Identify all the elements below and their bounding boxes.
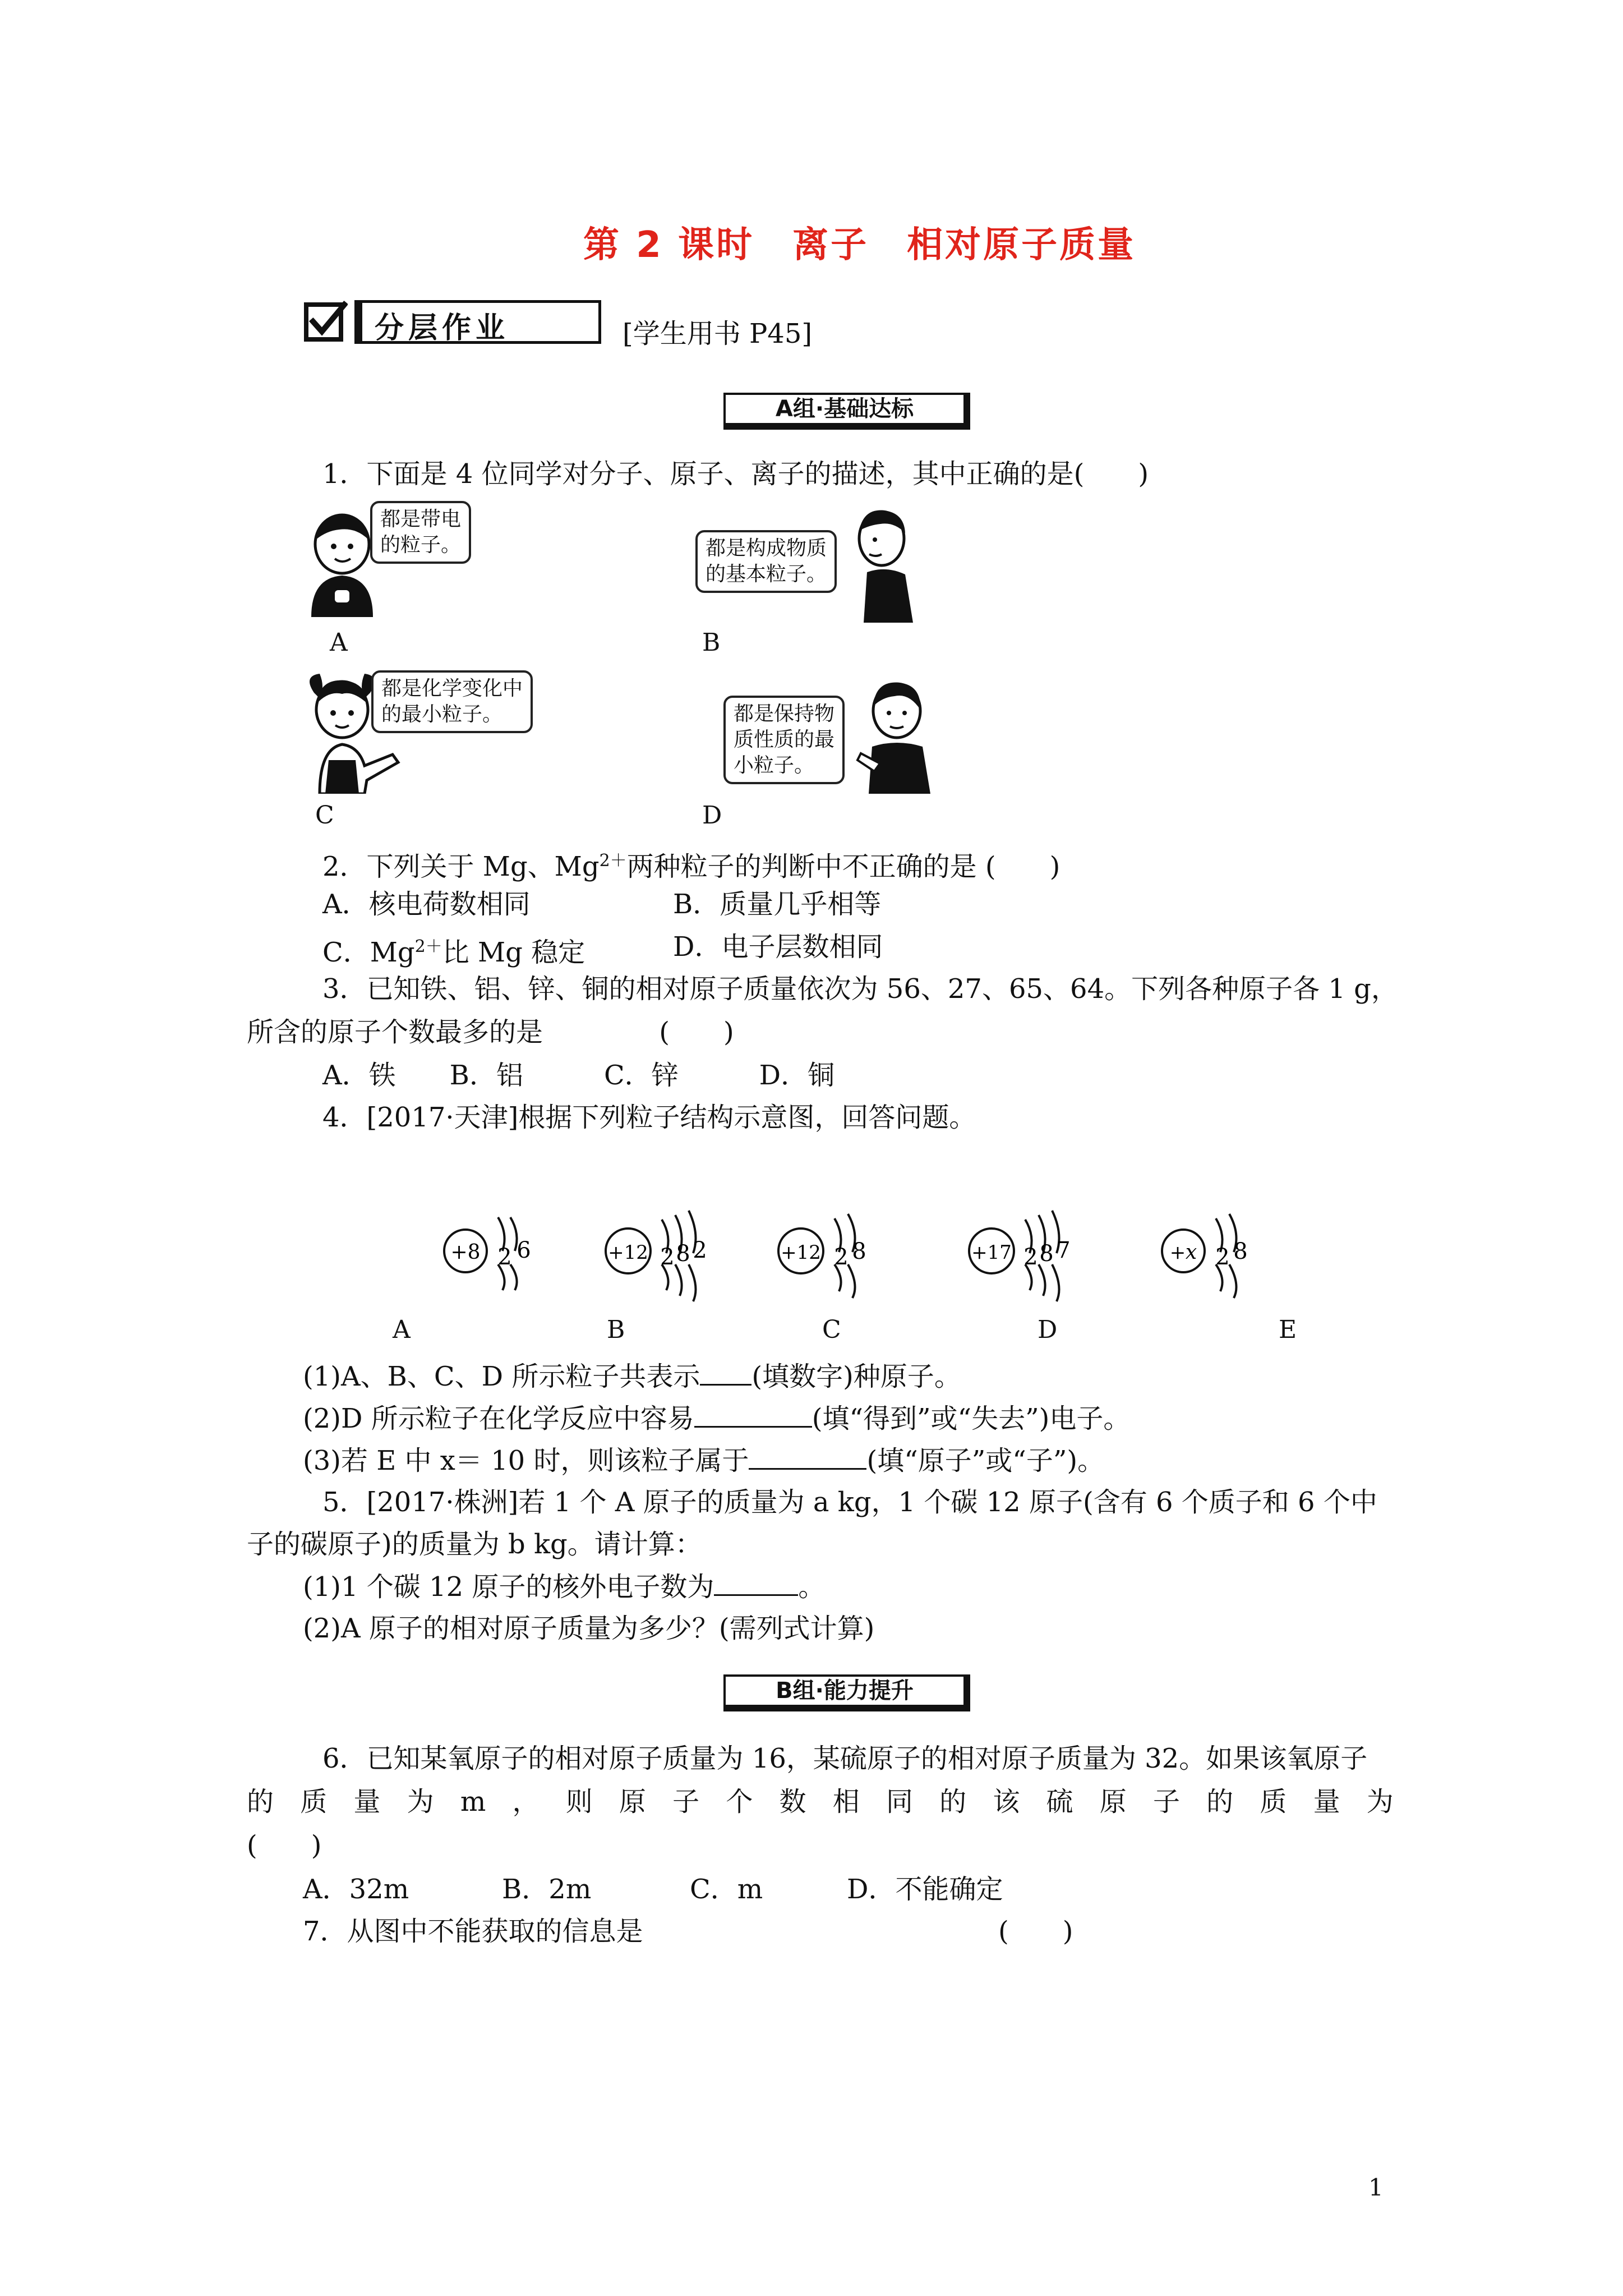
q6-word: 相 [832, 1786, 860, 1818]
q2-option-b: B．质量几乎相等 [673, 889, 882, 920]
bubble-line: 都是化学变化中 [381, 677, 523, 700]
q6-line2 [247, 1785, 1394, 1819]
q6-word: m [460, 1786, 486, 1818]
book-reference: [学生用书 P45] [623, 318, 813, 349]
diagram-label-e: E [1279, 1315, 1297, 1344]
shell-d-1: 2 [1023, 1244, 1038, 1270]
q4-sub2-pre: (2)D 所示粒子在化学反应中容易 [303, 1403, 694, 1434]
bubble-line: 小粒子。 [734, 754, 815, 777]
q4-sub2 [303, 1401, 1130, 1435]
q2-superscript: 2＋ [599, 851, 627, 871]
structure-diagram-d [969, 1211, 1071, 1301]
group-a-label: A组·基础达标 [775, 396, 914, 422]
q6-word: 原 [619, 1786, 646, 1818]
bubble-line: 都是构成物质 [706, 537, 827, 560]
diagram-label-c: C [822, 1315, 841, 1344]
q6-word: 的 [939, 1786, 967, 1818]
shell-a-2: 6 [517, 1237, 531, 1263]
page-number: 1 [1368, 2174, 1384, 2201]
bubble-line: 都是保持物 [734, 702, 835, 725]
shell-b-3: 2 [693, 1237, 707, 1263]
q1-bubble-b [695, 530, 837, 593]
q5-sub1-pre: (1)1 个碳 12 原子的核外电子数为 [303, 1571, 714, 1603]
q5-line2: 子的碳原子)的质量为 b kg。请计算： [247, 1529, 702, 1560]
structure-diagram-c [778, 1214, 866, 1298]
q6-word: 量 [353, 1786, 381, 1818]
student-boy-d-icon [855, 676, 945, 794]
q2-option-c-superscript: 2＋ [414, 937, 442, 956]
q2-option-a: A．核电荷数相同 [322, 889, 531, 920]
shell-a-1: 2 [497, 1244, 512, 1270]
nucleus-charge-c: +12 [781, 1241, 821, 1264]
shell-b-1: 2 [660, 1244, 675, 1270]
q6-word: ， [512, 1786, 540, 1818]
bubble-line: 质性质的最 [734, 728, 835, 751]
q2-stem-pre: 2．下列关于 Mg、Mg [322, 851, 600, 882]
q2-stem [322, 844, 1060, 884]
shell-e-2: 8 [1233, 1239, 1248, 1264]
diagram-label-b: B [607, 1315, 625, 1344]
structure-diagram-a [444, 1217, 531, 1290]
q6-option-c: C．m [690, 1874, 763, 1905]
shell-c-1: 2 [834, 1244, 849, 1270]
q4-sub1-post: (填数字)种原子。 [751, 1361, 961, 1392]
q6-word: 质 [1260, 1786, 1287, 1818]
q6-word: 的 [247, 1786, 274, 1818]
q4-sub1-blank[interactable] [700, 1359, 751, 1386]
q6-word: 的 [1206, 1786, 1234, 1818]
shell-d-3: 7 [1056, 1237, 1071, 1263]
q6-word: 子 [672, 1786, 700, 1818]
shell-d-2: 8 [1039, 1241, 1054, 1267]
q1-label-c: C [315, 801, 334, 830]
diagram-label-a: A [393, 1315, 411, 1344]
q6-option-a: A．32m [303, 1874, 409, 1905]
q6-option-d: D．不能确定 [847, 1874, 1003, 1905]
banner-box [354, 300, 601, 344]
group-b-header [723, 1674, 970, 1711]
q1-bubble-d [723, 696, 845, 784]
structure-diagram-e [1162, 1214, 1248, 1298]
banner-label: 分层作业 [375, 311, 510, 345]
q6-word: 为 [1366, 1786, 1394, 1818]
q6-word: 则 [565, 1786, 593, 1818]
q6-word: 数 [779, 1786, 806, 1818]
q6-word: 量 [1313, 1786, 1340, 1818]
nucleus-charge-b: +12 [608, 1241, 648, 1264]
q1-label-a: A [330, 628, 348, 657]
q4-stem: 4．[2017·天津]根据下列粒子结构示意图，回答问题。 [322, 1102, 976, 1133]
student-boy-b-icon [847, 505, 925, 623]
nucleus-charge-a: +8 [450, 1241, 481, 1264]
diagram-label-d: D [1038, 1315, 1058, 1344]
q6-word: 为 [407, 1786, 434, 1818]
q6-option-b: B．2m [502, 1874, 592, 1905]
q6-word: 同 [886, 1786, 913, 1818]
checkbox-icon [303, 300, 348, 345]
q4-sub3-blank[interactable] [749, 1443, 866, 1470]
q5-sub1-blank[interactable] [714, 1570, 798, 1596]
structure-diagram-b [606, 1211, 707, 1301]
shell-b-2: 8 [676, 1241, 690, 1267]
nucleus-var-e: x [1185, 1241, 1197, 1264]
q2-option-c-pre: C．Mg [322, 937, 415, 968]
q2-option-c [322, 930, 585, 969]
q4-sub3-post: (填“原子”或“子”)。 [866, 1445, 1105, 1476]
q6-line3: ( ) [247, 1830, 322, 1861]
nucleus-charge-d: +17 [971, 1241, 1012, 1264]
q2-stem-post: 两种粒子的判断中不正确的是 ( ) [626, 851, 1061, 882]
q6-line1: 6．已知某氧原子的相对原子质量为 16，某硫原子的相对原子质量为 32。如果该氧原子 [322, 1743, 1368, 1774]
q6-word: 该 [993, 1786, 1020, 1818]
q2-option-d: D．电子层数相同 [673, 931, 883, 963]
q4-sub3 [303, 1443, 1104, 1478]
shell-c-2: 8 [852, 1239, 866, 1264]
q3-line2: 所含的原子个数最多的是 ( ) [247, 1016, 734, 1048]
q4-sub2-blank[interactable] [694, 1401, 812, 1428]
q3-line1: 3．已知铁、铝、锌、铜的相对原子质量依次为 56、27、65、64。下列各种原子各 1 g， [322, 973, 1398, 1005]
q5-line1: 5．[2017·株洲]若 1 个 A 原子的质量为 a kg，1 个碳 12 原子(含有 6 个质子和 6 个中 [322, 1487, 1377, 1518]
q5-sub1 [303, 1570, 825, 1604]
nucleus-sign-e: + [1169, 1241, 1186, 1264]
q1-stem: 1．下面是 4 位同学对分子、原子、离子的描述，其中正确的是( ) [322, 458, 1149, 490]
q1-label-b: B [702, 628, 721, 657]
q6-word: 硫 [1046, 1786, 1073, 1818]
group-a-header [723, 393, 970, 430]
q7-stem: 7．从图中不能获取的信息是 [303, 1916, 643, 1947]
q3-options: A．铁 B．铝 C．锌 D．铜 [322, 1060, 835, 1091]
q4-sub3-pre: (3)若 E 中 x＝ 10 时，则该粒子属于 [303, 1445, 749, 1476]
q5-sub2: (2)A 原子的相对原子质量为多少？(需列式计算) [303, 1613, 875, 1644]
q2-option-c-post: 比 Mg 稳定 [442, 937, 585, 968]
q4-sub1-pre: (1)A、B、C、D 所示粒子共表示 [303, 1361, 700, 1392]
bubble-line: 的基本粒子。 [706, 563, 827, 586]
group-b-label: B组·能力提升 [776, 1678, 914, 1704]
bubble-line: 的粒子。 [380, 533, 462, 556]
q7-paren: ( ) [998, 1916, 1073, 1947]
q1-bubble-c [371, 670, 533, 733]
q4-sub2-post: (填“得到”或“失去”)电子。 [811, 1403, 1131, 1434]
q6-word: 原 [1099, 1786, 1127, 1818]
q6-word: 子 [1152, 1786, 1180, 1818]
page-title: 第 2 课时 离子 相对原子质量 [583, 224, 1136, 266]
atomic-structure-diagrams [0, 1195, 1623, 1352]
q1-bubble-a [370, 501, 471, 564]
shell-e-1: 2 [1215, 1244, 1230, 1270]
q1-label-d: D [702, 801, 722, 830]
q4-sub1 [303, 1359, 961, 1393]
bubble-line: 都是带电 [380, 508, 462, 531]
q6-word: 质 [300, 1786, 328, 1818]
q6-word: 个 [726, 1786, 753, 1818]
q5-sub1-post: 。 [798, 1571, 826, 1603]
bubble-line: 的最小粒子。 [381, 703, 503, 726]
